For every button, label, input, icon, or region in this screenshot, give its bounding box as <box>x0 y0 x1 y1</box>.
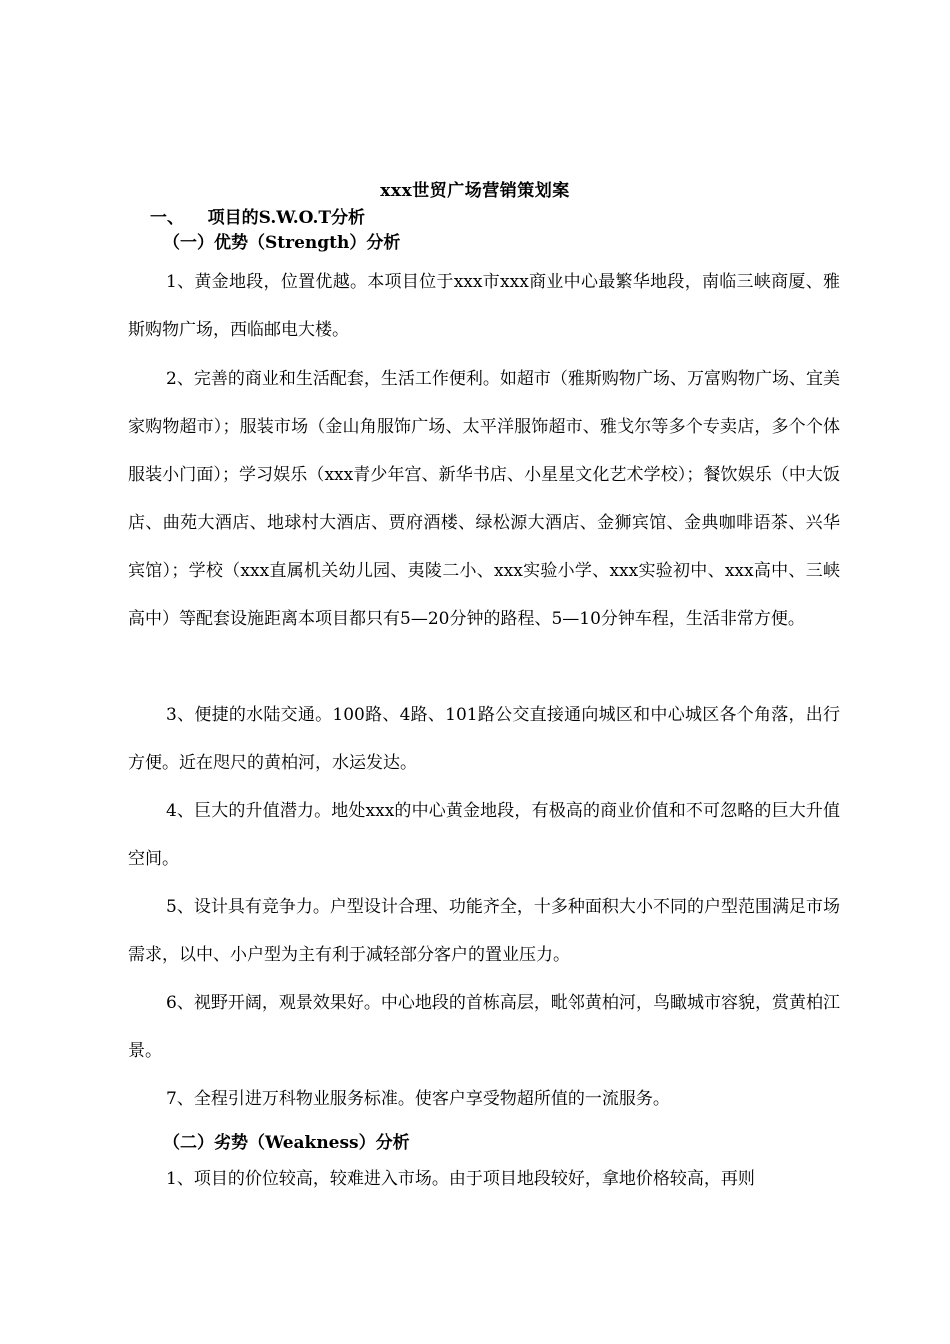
document-title: xxx世贸广场营销策划案 <box>380 181 570 201</box>
strength-item-6: 6、视野开阔，观景效果好。中心地段的首栋高层，毗邻黄柏河，鸟瞰城市容貌，赏黄柏江景。 <box>128 993 840 1061</box>
section-heading-swot: 一、 项目的S.W.O.T分析 <box>150 208 366 228</box>
subheading-strength: （一）优势（Strength）分析 <box>163 233 401 253</box>
subheading-weakness: （二）劣势（Weakness）分析 <box>163 1133 410 1153</box>
strength-item-5: 5、设计具有竞争力。户型设计合理、功能齐全，十多种面积大小不同的户型范围满足市场需求，以中、小户型为主有利于减轻部分客户的置业压力。 <box>128 897 840 965</box>
strength-item-3: 3、便捷的水陆交通。100路、4路、101路公交直接通向城区和中心城区各个角落，出行方便。近在咫尺的黄柏河，水运发达。 <box>128 705 840 773</box>
strength-item-4: 4、巨大的升值潜力。地处xxx的中心黄金地段，有极高的商业价值和不可忽略的巨大升值空间。 <box>128 801 840 869</box>
strength-item-2: 2、完善的商业和生活配套，生活工作便利。如超市（雅斯购物广场、万富购物广场、宜美家购物超市）；服装市场（金山角服饰广场、太平洋服饰超市、雅戈尔等多个专卖店，多个个体服装小门面）；学习娱乐（xxx青少年宫、新华书店、小星星文化艺术学校）；餐饮娱乐（中大饭店、曲苑大酒店、地球村大酒店、贾府酒楼、绿松源大酒店、金狮宾馆、金典咖啡语茶、兴华宾馆）；学校（xxx直属机关幼儿园、夷陵二小、xxx实验小学、xxx实验初中、xxx高中、三峡高中）等配套设施距离本项目都只有5—20分钟的路程、5—10分钟车程，生活非常方便。 <box>128 369 840 629</box>
strength-item-7: 7、全程引进万科物业服务标准。使客户享受物超所值的一流服务。 <box>166 1089 670 1109</box>
strength-item-1: 1、黄金地段，位置优越。本项目位于xxx市xxx商业中心最繁华地段，南临三峡商厦、雅斯购物广场，西临邮电大楼。 <box>128 272 840 340</box>
weakness-item-1: 1、项目的价位较高，较难进入市场。由于项目地段较好，拿地价格较高，再则 <box>166 1169 755 1189</box>
